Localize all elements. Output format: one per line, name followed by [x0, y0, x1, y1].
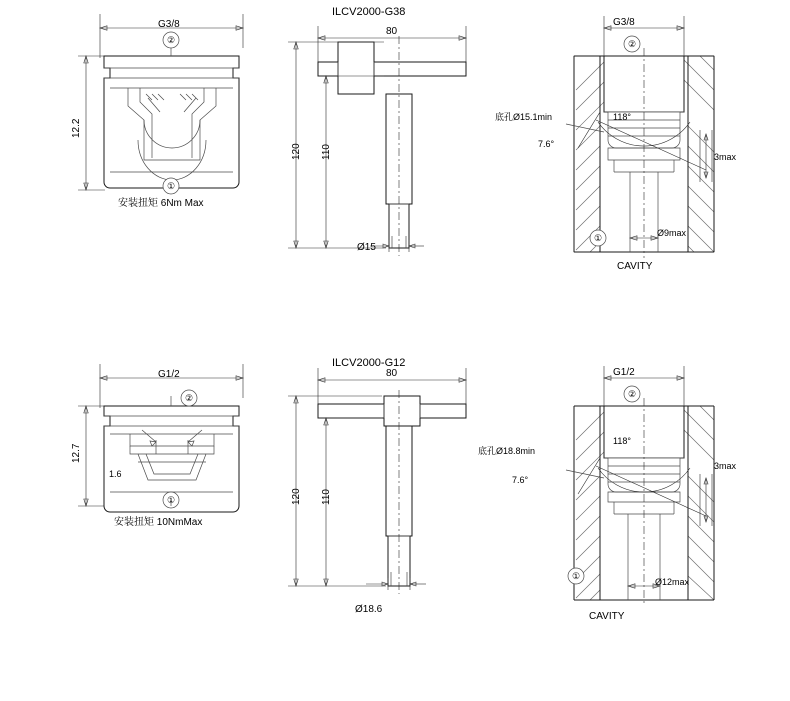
g12-max-note: 3max — [714, 461, 737, 471]
g12-extra-dim: 1.6 — [109, 469, 122, 479]
g38-angle-big: 118° — [613, 112, 631, 122]
g38-cavity-label: CAVITY — [617, 261, 653, 272]
g38-tool-len: 110 — [321, 144, 332, 160]
g12-callout-bottom: ① — [167, 495, 176, 505]
g12-torque-note: 安装扭矩 10NmMax — [114, 517, 203, 528]
g12-height-dim: 12.7 — [71, 443, 82, 463]
g38-torque-note: 安装扭矩 6Nm Max — [118, 198, 204, 209]
g12-cavity-thread: G1/2 — [613, 367, 635, 378]
g38-tool-dia: Ø15 — [357, 242, 376, 253]
g12-tool-width: 80 — [386, 368, 398, 379]
g12-tool-total: 120 — [291, 488, 302, 505]
g12-tool-dia: Ø18.6 — [355, 604, 383, 615]
g12-angle-small: 7.6° — [512, 475, 529, 485]
g12-bore-note: 底孔Ø18.8min — [478, 446, 536, 456]
g38-callout-top: ② — [167, 35, 176, 45]
g38-height-dim: 12.2 — [71, 118, 82, 138]
g38-tool-width: 80 — [386, 26, 398, 37]
g12-pilot-dia: Ø12max — [655, 577, 690, 587]
g38-thread-label: G3/8 — [158, 19, 180, 30]
g38-pilot-dia: Ø9max — [657, 228, 687, 238]
g38-max-note: 3max — [714, 152, 737, 162]
g38-cavity-callout-bottom: ① — [594, 233, 603, 243]
g38-angle-small: 7.6° — [538, 139, 555, 149]
g12-title: ILCV2000-G12 — [332, 357, 406, 369]
g12-cavity-callout-top: ② — [628, 389, 637, 399]
g12-angle-big: 118° — [613, 436, 631, 446]
g38-cavity-callout-top: ② — [628, 39, 637, 49]
g12-tool-len: 110 — [321, 489, 332, 505]
g38-title: ILCV2000-G38 — [332, 6, 406, 18]
g38-bore-note: 底孔Ø15.1min — [495, 112, 553, 122]
g12-cavity-callout-bottom: ① — [572, 571, 581, 581]
g12-thread-label: G1/2 — [158, 369, 180, 380]
g12-cavity-label: CAVITY — [589, 611, 625, 622]
g38-cavity-thread: G3/8 — [613, 17, 635, 28]
g38-tool-total: 120 — [291, 143, 302, 160]
g12-callout-top: ② — [185, 393, 194, 403]
g38-callout-bottom: ① — [167, 181, 176, 191]
